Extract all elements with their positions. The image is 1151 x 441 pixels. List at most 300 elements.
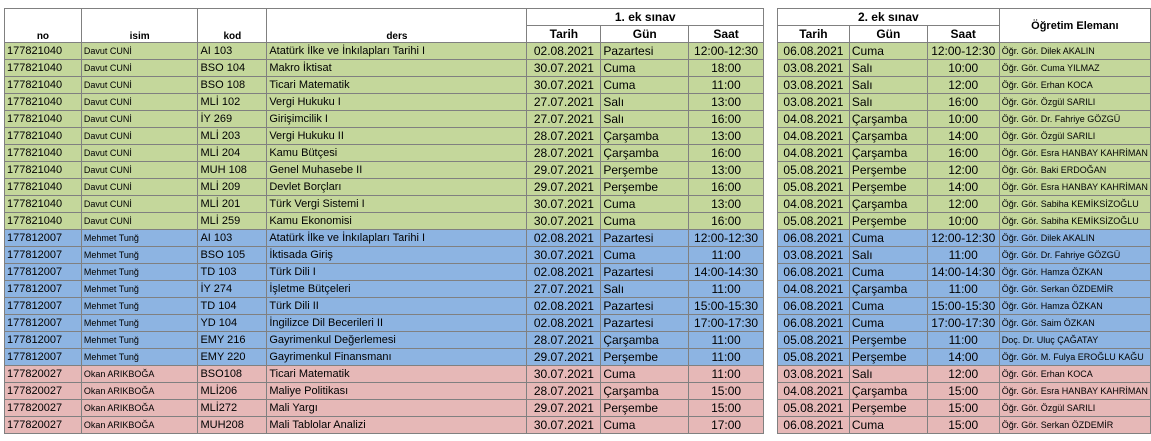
cell-date-1[interactable]: 29.07.2021 [527,349,601,366]
table-row[interactable] [5,366,1151,383]
cell-date-1[interactable]: 28.07.2021 [527,145,601,162]
cell-day-2[interactable]: Perşembe [849,349,927,366]
exam-schedule-table [4,8,1151,434]
cell-day-2[interactable]: Cuma [849,230,927,247]
table-row[interactable] [5,128,1151,145]
cell-student-no[interactable]: 177812007 [5,315,82,332]
cell-student-no[interactable]: 177821040 [5,111,82,128]
table-row[interactable] [5,247,1151,264]
cell-student-name[interactable]: Davut CUNİ [81,196,198,213]
spacer-cell [764,179,778,196]
table-row[interactable] [5,179,1151,196]
cell-date-2[interactable]: 05.08.2021 [777,179,849,196]
cell-day-1[interactable]: Perşembe [601,179,689,196]
cell-student-name[interactable]: Davut CUNİ [81,77,198,94]
cell-date-2[interactable]: 06.08.2021 [777,298,849,315]
cell-course-code[interactable]: MLİ272 [198,400,267,417]
cell-student-name[interactable]: Davut CUNİ [81,111,198,128]
cell-day-1[interactable]: Pazartesi [601,298,689,315]
cell-date-1[interactable]: 27.07.2021 [527,111,601,128]
spacer-cell [764,417,778,434]
cell-date-1[interactable]: 02.08.2021 [527,298,601,315]
spacer-cell [764,366,778,383]
cell-time-2[interactable]: 14:00 [927,349,999,366]
cell-time-2[interactable]: 12:00-12:30 [927,230,999,247]
cell-date-2[interactable]: 03.08.2021 [777,60,849,77]
cell-day-2[interactable]: Cuma [849,315,927,332]
cell-date-1[interactable]: 02.08.2021 [527,264,601,281]
cell-date-1[interactable]: 30.07.2021 [527,417,601,434]
cell-time-2[interactable]: 10:00 [927,60,999,77]
cell-time-1[interactable]: 16:00 [689,179,764,196]
table-row[interactable] [5,230,1151,247]
cell-day-2[interactable]: Cuma [849,264,927,281]
cell-instructor[interactable]: Öğr. Gör. Serkan ÖZDEMİR [999,281,1150,298]
cell-time-1[interactable]: 16:00 [689,145,764,162]
cell-course-code[interactable]: MLİ 203 [198,128,267,145]
cell-day-1[interactable]: Cuma [601,366,689,383]
cell-student-name[interactable]: Mehmet Tunğ [81,349,198,366]
cell-date-1[interactable]: 02.08.2021 [527,315,601,332]
cell-instructor[interactable]: Doç. Dr. Uluç ÇAĞATAY [999,332,1150,349]
cell-student-name[interactable]: Mehmet Tunğ [81,230,198,247]
cell-student-no[interactable]: 177812007 [5,264,82,281]
cell-course-name[interactable]: Makro İktisat [267,60,527,77]
cell-time-1[interactable]: 18:00 [689,60,764,77]
cell-instructor[interactable]: Öğr. Gör. Esra HANBAY KAHRİMAN [999,145,1150,162]
header-second-makeup: 2. ek sınav [777,9,999,26]
header-saat-2: Saat [927,26,999,43]
cell-date-1[interactable]: 29.07.2021 [527,162,601,179]
cell-course-code[interactable]: EMY 220 [198,349,267,366]
cell-course-name[interactable]: İngilizce Dil Becerileri II [267,315,527,332]
table-row[interactable] [5,383,1151,400]
cell-course-code[interactable]: MLİ 209 [198,179,267,196]
cell-date-2[interactable]: 05.08.2021 [777,213,849,230]
cell-time-2[interactable]: 15:00 [927,417,999,434]
cell-time-2[interactable]: 15:00-15:30 [927,298,999,315]
table-row[interactable] [5,196,1151,213]
cell-student-no[interactable]: 177821040 [5,60,82,77]
table-row[interactable] [5,60,1151,77]
cell-course-name[interactable]: Atatürk İlke ve İnkılapları Tarihi I [267,43,527,60]
cell-time-1[interactable]: 12:00-12:30 [689,230,764,247]
cell-time-1[interactable]: 17:00 [689,417,764,434]
cell-course-code[interactable]: MLİ 102 [198,94,267,111]
cell-time-2[interactable]: 11:00 [927,332,999,349]
cell-day-2[interactable]: Çarşamba [849,145,927,162]
cell-student-name[interactable]: Mehmet Tunğ [81,332,198,349]
table-row[interactable] [5,94,1151,111]
cell-date-1[interactable]: 30.07.2021 [527,366,601,383]
cell-day-1[interactable]: Perşembe [601,162,689,179]
cell-date-1[interactable]: 30.07.2021 [527,60,601,77]
spacer-cell [764,145,778,162]
spacer-cell [764,298,778,315]
cell-date-2[interactable]: 03.08.2021 [777,366,849,383]
cell-time-2[interactable]: 14:00-14:30 [927,264,999,281]
table-row[interactable] [5,162,1151,179]
cell-instructor[interactable]: Öğr. Gör. Saim ÖZKAN [999,315,1150,332]
table-row[interactable] [5,43,1151,60]
table-row[interactable] [5,213,1151,230]
cell-student-no[interactable]: 177821040 [5,213,82,230]
cell-instructor[interactable]: Öğr. Gör. Esra HANBAY KAHRİMAN [999,179,1150,196]
cell-course-name[interactable]: Mali Yargı [267,400,527,417]
cell-student-no[interactable]: 177812007 [5,230,82,247]
cell-course-code[interactable]: TD 104 [198,298,267,315]
cell-date-1[interactable]: 27.07.2021 [527,94,601,111]
cell-day-1[interactable]: Pazartesi [601,230,689,247]
cell-day-2[interactable]: Perşembe [849,213,927,230]
spacer-cell [764,111,778,128]
table-row[interactable] [5,315,1151,332]
cell-course-code[interactable]: MUH 108 [198,162,267,179]
cell-day-1[interactable]: Salı [601,281,689,298]
cell-course-name[interactable]: Genel Muhasebe II [267,162,527,179]
cell-course-code[interactable]: BSO 104 [198,60,267,77]
cell-date-2[interactable]: 06.08.2021 [777,315,849,332]
cell-time-2[interactable]: 17:00-17:30 [927,315,999,332]
cell-day-1[interactable]: Çarşamba [601,383,689,400]
cell-date-2[interactable]: 03.08.2021 [777,247,849,264]
cell-day-1[interactable]: Pazartesi [601,315,689,332]
cell-day-1[interactable]: Perşembe [601,349,689,366]
cell-course-name[interactable]: Vergi Hukuku I [267,94,527,111]
cell-date-2[interactable]: 04.08.2021 [777,145,849,162]
cell-time-2[interactable]: 12:00-12:30 [927,43,999,60]
cell-student-name[interactable]: Davut CUNİ [81,179,198,196]
cell-student-no[interactable]: 177821040 [5,43,82,60]
cell-student-name[interactable]: Davut CUNİ [81,162,198,179]
cell-course-code[interactable]: MUH208 [198,417,267,434]
cell-student-name[interactable]: Davut CUNİ [81,145,198,162]
cell-time-2[interactable]: 12:00 [927,162,999,179]
cell-time-2[interactable]: 15:00 [927,383,999,400]
cell-course-name[interactable]: Kamu Bütçesi [267,145,527,162]
cell-student-no[interactable]: 177821040 [5,128,82,145]
cell-time-2[interactable]: 14:00 [927,179,999,196]
cell-student-no[interactable]: 177812007 [5,247,82,264]
cell-date-2[interactable]: 05.08.2021 [777,332,849,349]
table-row[interactable] [5,332,1151,349]
cell-day-1[interactable]: Perşembe [601,400,689,417]
cell-date-1[interactable]: 02.08.2021 [527,43,601,60]
cell-date-2[interactable]: 04.08.2021 [777,111,849,128]
cell-day-2[interactable]: Perşembe [849,332,927,349]
cell-time-1[interactable]: 13:00 [689,94,764,111]
cell-course-code[interactable]: MLİ 201 [198,196,267,213]
cell-day-1[interactable]: Pazartesi [601,264,689,281]
cell-day-1[interactable]: Salı [601,111,689,128]
cell-date-2[interactable]: 03.08.2021 [777,77,849,94]
cell-course-name[interactable]: Maliye Politikası [267,383,527,400]
cell-course-code[interactable]: İY 274 [198,281,267,298]
cell-date-2[interactable]: 04.08.2021 [777,281,849,298]
cell-course-code[interactable]: BSO 108 [198,77,267,94]
cell-course-name[interactable]: Türk Dili I [267,264,527,281]
cell-course-name[interactable]: Türk Vergi Sistemi I [267,196,527,213]
cell-date-2[interactable]: 04.08.2021 [777,383,849,400]
cell-date-2[interactable]: 05.08.2021 [777,162,849,179]
cell-day-2[interactable]: Perşembe [849,400,927,417]
cell-date-2[interactable]: 06.08.2021 [777,417,849,434]
cell-course-name[interactable]: Ticari Matematik [267,366,527,383]
cell-day-1[interactable]: Cuma [601,213,689,230]
cell-day-1[interactable]: Cuma [601,247,689,264]
cell-date-2[interactable]: 03.08.2021 [777,94,849,111]
cell-day-1[interactable]: Cuma [601,417,689,434]
cell-course-name[interactable]: Girişimcilik I [267,111,527,128]
cell-day-2[interactable]: Salı [849,94,927,111]
cell-day-2[interactable]: Salı [849,366,927,383]
cell-course-code[interactable]: AI 103 [198,230,267,247]
cell-student-name[interactable]: Mehmet Tunğ [81,281,198,298]
cell-day-2[interactable]: Çarşamba [849,281,927,298]
cell-day-2[interactable]: Salı [849,77,927,94]
cell-day-2[interactable]: Salı [849,247,927,264]
spacer-cell [764,383,778,400]
cell-day-2[interactable]: Cuma [849,298,927,315]
cell-instructor[interactable]: Öğr. Gör. Esra HANBAY KAHRİMAN [999,383,1150,400]
spacer-cell [764,315,778,332]
cell-instructor[interactable]: Öğr. Gör. Özgül SARILI [999,94,1150,111]
cell-instructor[interactable]: Öğr. Gör. Serkan ÖZDEMİR [999,417,1150,434]
cell-student-no[interactable]: 177820027 [5,383,82,400]
cell-time-1[interactable]: 13:00 [689,162,764,179]
cell-course-name[interactable]: Gayrimenkul Değerlemesi [267,332,527,349]
cell-course-name[interactable]: Kamu Ekonomisi [267,213,527,230]
spacer-cell [764,162,778,179]
cell-time-1[interactable]: 12:00-12:30 [689,43,764,60]
cell-course-code[interactable]: BSO108 [198,366,267,383]
cell-student-no[interactable]: 177812007 [5,332,82,349]
cell-date-2[interactable]: 04.08.2021 [777,196,849,213]
cell-time-1[interactable]: 16:00 [689,213,764,230]
header-isim: isim [81,9,198,43]
cell-time-2[interactable]: 10:00 [927,213,999,230]
cell-date-1[interactable]: 28.07.2021 [527,332,601,349]
cell-time-2[interactable]: 12:00 [927,366,999,383]
cell-time-2[interactable]: 16:00 [927,94,999,111]
cell-date-2[interactable]: 06.08.2021 [777,264,849,281]
cell-instructor[interactable]: Öğr. Gör. Hamza ÖZKAN [999,264,1150,281]
cell-time-1[interactable]: 11:00 [689,349,764,366]
cell-time-1[interactable]: 15:00 [689,383,764,400]
cell-student-no[interactable]: 177812007 [5,298,82,315]
cell-course-name[interactable]: İktisada Giriş [267,247,527,264]
cell-student-no[interactable]: 177812007 [5,281,82,298]
table-row[interactable] [5,77,1151,94]
table-row[interactable] [5,417,1151,434]
cell-student-name[interactable]: Okan ARIKBOĞA [81,383,198,400]
cell-date-2[interactable]: 06.08.2021 [777,230,849,247]
cell-student-no[interactable]: 177821040 [5,162,82,179]
cell-instructor[interactable]: Öğr. Gör. Hamza ÖZKAN [999,298,1150,315]
cell-student-no[interactable]: 177821040 [5,179,82,196]
cell-day-2[interactable]: Cuma [849,43,927,60]
cell-time-2[interactable]: 15:00 [927,400,999,417]
cell-course-code[interactable]: MLİ 204 [198,145,267,162]
cell-day-2[interactable]: Çarşamba [849,128,927,145]
table-row[interactable] [5,349,1151,366]
cell-day-2[interactable]: Çarşamba [849,383,927,400]
cell-course-code[interactable]: BSO 105 [198,247,267,264]
cell-time-2[interactable]: 12:00 [927,77,999,94]
cell-student-no[interactable]: 177812007 [5,349,82,366]
cell-time-2[interactable]: 10:00 [927,111,999,128]
cell-time-2[interactable]: 11:00 [927,281,999,298]
cell-day-2[interactable]: Salı [849,60,927,77]
cell-date-1[interactable]: 28.07.2021 [527,128,601,145]
cell-student-no[interactable]: 177821040 [5,196,82,213]
cell-time-2[interactable]: 12:00 [927,196,999,213]
cell-time-1[interactable]: 15:00-15:30 [689,298,764,315]
cell-time-1[interactable]: 13:00 [689,128,764,145]
cell-instructor[interactable]: Öğr. Gör. Dilek AKALIN [999,230,1150,247]
cell-time-1[interactable]: 14:00-14:30 [689,264,764,281]
cell-time-1[interactable]: 11:00 [689,366,764,383]
spacer-cell [764,77,778,94]
cell-student-name[interactable]: Davut CUNİ [81,60,198,77]
table-row[interactable] [5,298,1151,315]
spacer-cell [764,230,778,247]
cell-student-name[interactable]: Davut CUNİ [81,43,198,60]
cell-instructor[interactable]: Öğr. Gör. Özgül SARILI [999,128,1150,145]
cell-date-1[interactable]: 29.07.2021 [527,400,601,417]
cell-student-name[interactable]: Mehmet Tunğ [81,315,198,332]
cell-student-name[interactable]: Davut CUNİ [81,128,198,145]
cell-time-2[interactable]: 14:00 [927,128,999,145]
table-row[interactable] [5,281,1151,298]
cell-time-2[interactable]: 11:00 [927,247,999,264]
cell-date-2[interactable]: 04.08.2021 [777,128,849,145]
cell-date-1[interactable]: 30.07.2021 [527,247,601,264]
cell-student-name[interactable]: Okan ARIKBOĞA [81,400,198,417]
cell-instructor[interactable]: Öğr. Gör. Dr. Fahriye GÖZGÜ [999,111,1150,128]
cell-course-name[interactable]: Atatürk İlke ve İnkılapları Tarihi I [267,230,527,247]
cell-time-1[interactable]: 15:00 [689,400,764,417]
cell-day-2[interactable]: Cuma [849,417,927,434]
cell-course-code[interactable]: EMY 216 [198,332,267,349]
cell-time-1[interactable]: 17:00-17:30 [689,315,764,332]
cell-instructor[interactable]: Öğr. Gör. Sabiha KEMİKSİZOĞLU [999,196,1150,213]
cell-student-name[interactable]: Okan ARIKBOĞA [81,366,198,383]
cell-instructor[interactable]: Öğr. Gör. Cuma YILMAZ [999,60,1150,77]
cell-date-2[interactable]: 05.08.2021 [777,349,849,366]
cell-date-1[interactable]: 29.07.2021 [527,179,601,196]
cell-course-name[interactable]: Devlet Borçları [267,179,527,196]
cell-student-no[interactable]: 177820027 [5,417,82,434]
cell-day-1[interactable]: Çarşamba [601,332,689,349]
cell-day-1[interactable]: Cuma [601,77,689,94]
table-row[interactable] [5,111,1151,128]
table-row[interactable] [5,145,1151,162]
cell-student-name[interactable]: Mehmet Tunğ [81,247,198,264]
cell-time-1[interactable]: 11:00 [689,281,764,298]
cell-date-2[interactable]: 06.08.2021 [777,43,849,60]
cell-date-1[interactable]: 27.07.2021 [527,281,601,298]
cell-course-code[interactable]: MLİ 259 [198,213,267,230]
cell-day-1[interactable]: Pazartesi [601,43,689,60]
cell-course-code[interactable]: AI 103 [198,43,267,60]
cell-time-1[interactable]: 11:00 [689,332,764,349]
cell-day-2[interactable]: Çarşamba [849,111,927,128]
cell-date-1[interactable]: 30.07.2021 [527,77,601,94]
cell-student-name[interactable]: Mehmet Tunğ [81,298,198,315]
cell-course-name[interactable]: Vergi Hukuku II [267,128,527,145]
cell-time-1[interactable]: 16:00 [689,111,764,128]
cell-course-code[interactable]: TD 103 [198,264,267,281]
cell-course-name[interactable]: Gayrimenkul Finansmanı [267,349,527,366]
cell-day-1[interactable]: Cuma [601,60,689,77]
header-tarih-1: Tarih [527,26,601,43]
cell-instructor[interactable]: Öğr. Gör. M. Fulya EROĞLU KAĞU [999,349,1150,366]
cell-day-2[interactable]: Perşembe [849,179,927,196]
cell-day-2[interactable]: Çarşamba [849,196,927,213]
cell-student-name[interactable]: Mehmet Tunğ [81,264,198,281]
cell-time-1[interactable]: 13:00 [689,196,764,213]
cell-course-name[interactable]: Ticari Matematik [267,77,527,94]
table-row[interactable] [5,400,1151,417]
cell-day-1[interactable]: Cuma [601,196,689,213]
cell-course-name[interactable]: Türk Dili II [267,298,527,315]
cell-day-1[interactable]: Çarşamba [601,128,689,145]
cell-date-1[interactable]: 30.07.2021 [527,196,601,213]
cell-day-1[interactable]: Salı [601,94,689,111]
cell-student-name[interactable]: Davut CUNİ [81,94,198,111]
cell-course-code[interactable]: MLİ206 [198,383,267,400]
cell-instructor[interactable]: Öğr. Gör. Dilek AKALIN [999,43,1150,60]
cell-time-1[interactable]: 11:00 [689,77,764,94]
cell-date-1[interactable]: 02.08.2021 [527,230,601,247]
header-gun-1: Gün [601,26,689,43]
cell-student-no[interactable]: 177821040 [5,94,82,111]
spacer-cell [764,60,778,77]
cell-instructor[interactable]: Öğr. Gör. Erhan KOCA [999,366,1150,383]
cell-student-no[interactable]: 177821040 [5,77,82,94]
cell-date-1[interactable]: 28.07.2021 [527,383,601,400]
cell-student-no[interactable]: 177820027 [5,400,82,417]
table-row[interactable] [5,264,1151,281]
cell-course-code[interactable]: YD 104 [198,315,267,332]
cell-instructor[interactable]: Öğr. Gör. Baki ERDOĞAN [999,162,1150,179]
cell-instructor[interactable]: Öğr. Gör. Dr. Fahriye GÖZGÜ [999,247,1150,264]
cell-course-code[interactable]: İY 269 [198,111,267,128]
header-gun-2: Gün [849,26,927,43]
cell-student-name[interactable]: Davut CUNİ [81,213,198,230]
cell-time-2[interactable]: 16:00 [927,145,999,162]
cell-instructor[interactable]: Öğr. Gör. Özgül SARILI [999,400,1150,417]
cell-course-name[interactable]: Mali Tablolar Analizi [267,417,527,434]
cell-day-2[interactable]: Perşembe [849,162,927,179]
cell-student-no[interactable]: 177820027 [5,366,82,383]
cell-instructor[interactable]: Öğr. Gör. Erhan KOCA [999,77,1150,94]
header-tarih-2: Tarih [777,26,849,43]
spacer-cell [764,196,778,213]
cell-student-name[interactable]: Okan ARIKBOĞA [81,417,198,434]
spacer-cell [764,247,778,264]
cell-student-no[interactable]: 177821040 [5,145,82,162]
spacer-cell [764,43,778,60]
header-kod: kod [198,9,267,43]
cell-time-1[interactable]: 11:00 [689,247,764,264]
cell-date-2[interactable]: 05.08.2021 [777,400,849,417]
cell-date-1[interactable]: 30.07.2021 [527,213,601,230]
cell-instructor[interactable]: Öğr. Gör. Sabiha KEMİKSİZOĞLU [999,213,1150,230]
cell-course-name[interactable]: İşletme Bütçeleri [267,281,527,298]
cell-day-1[interactable]: Çarşamba [601,145,689,162]
